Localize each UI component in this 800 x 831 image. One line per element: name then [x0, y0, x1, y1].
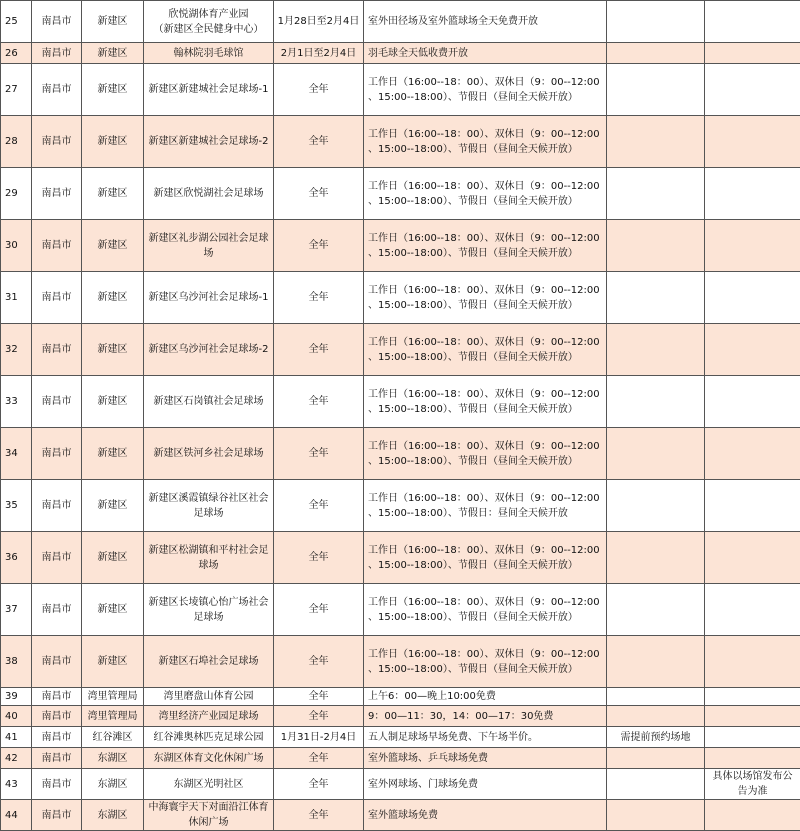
row-number: 39 [1, 688, 32, 706]
table-row [1, 116, 800, 168]
period-cell: 1月28日至2月4日 [274, 1, 364, 43]
period-cell: 全年 [274, 324, 364, 376]
venue-cell: 新建区石埠社会足球场 [144, 636, 274, 688]
note-cell [607, 480, 705, 532]
table-row [1, 272, 800, 324]
venue-cell: 新建区长堎镇心怡广场社会 足球场 [144, 584, 274, 636]
row-number: 30 [1, 220, 32, 272]
venue-cell: 欣悦湖体育产业园 （新建区全民健身中心） [144, 1, 274, 43]
row-number: 41 [1, 727, 32, 748]
note-cell: 需提前预约场地 [607, 727, 705, 748]
detail-cell: 室外篮球场免费 [364, 800, 607, 831]
district-cell: 新建区 [82, 168, 144, 220]
period-cell: 全年 [274, 220, 364, 272]
remark-cell [705, 220, 800, 272]
row-number: 35 [1, 480, 32, 532]
venue-cell: 东湖区光明社区 [144, 769, 274, 800]
remark-cell: 具体以场馆发布公告为准 [705, 769, 800, 800]
period-cell: 全年 [274, 116, 364, 168]
note-cell [607, 688, 705, 706]
district-cell: 东湖区 [82, 748, 144, 769]
note-cell [607, 800, 705, 831]
note-cell [607, 532, 705, 584]
city-cell: 南昌市 [32, 220, 82, 272]
venue-cell: 东湖区体育文化休闲广场 [144, 748, 274, 769]
city-cell: 南昌市 [32, 584, 82, 636]
table-row [1, 748, 800, 769]
row-number: 36 [1, 532, 32, 584]
district-cell: 东湖区 [82, 769, 144, 800]
city-cell: 南昌市 [32, 769, 82, 800]
district-cell: 新建区 [82, 272, 144, 324]
detail-cell: 工作日（16:00--18：00）、双休日（9：00--12:00 、15:00--18:00）、节假日（昼间全天候开放） [364, 636, 607, 688]
period-cell: 全年 [274, 748, 364, 769]
district-cell: 新建区 [82, 220, 144, 272]
period-cell: 全年 [274, 800, 364, 831]
remark-cell [705, 64, 800, 116]
remark-cell [705, 636, 800, 688]
detail-cell: 工作日（16:00--18：00）、双休日（9：00--12:00 、15:00--18:00）、节假日（昼间全天候开放） [364, 324, 607, 376]
detail-cell: 工作日（16:00--18：00）、双休日（9：00--12:00 、15:00--18:00）、节假日（昼间全天候开放） [364, 116, 607, 168]
remark-cell [705, 706, 800, 727]
remark-cell [705, 43, 800, 64]
district-cell: 新建区 [82, 584, 144, 636]
district-cell: 湾里管理局 [82, 688, 144, 706]
row-number: 37 [1, 584, 32, 636]
district-cell: 新建区 [82, 480, 144, 532]
detail-cell: 工作日（16:00--18：00）、双休日（9：00--12:00 、15:00--18:00）、节假日（昼间全天候开放） [364, 64, 607, 116]
venue-cell: 中海寰宇天下对面沿江体育 休闲广场 [144, 800, 274, 831]
detail-cell: 上午6：00—晚上10:00免费 [364, 688, 607, 706]
note-cell [607, 220, 705, 272]
city-cell: 南昌市 [32, 272, 82, 324]
district-cell: 红谷滩区 [82, 727, 144, 748]
detail-cell: 五人制足球场早场免费、下午场半价。 [364, 727, 607, 748]
table-row [1, 324, 800, 376]
venue-cell: 新建区新建城社会足球场-1 [144, 64, 274, 116]
city-cell: 南昌市 [32, 727, 82, 748]
district-cell: 新建区 [82, 376, 144, 428]
remark-cell [705, 532, 800, 584]
district-cell: 新建区 [82, 116, 144, 168]
period-cell: 全年 [274, 636, 364, 688]
venue-cell: 新建区溪霞镇绿谷社区社会 足球场 [144, 480, 274, 532]
city-cell: 南昌市 [32, 800, 82, 831]
note-cell [607, 168, 705, 220]
detail-cell: 室外篮球场、乒乓球场免费 [364, 748, 607, 769]
detail-cell: 工作日（16:00--18：00）、双休日（9：00--12:00 、15:00--18:00）、节假日（昼间全天候开放） [364, 168, 607, 220]
district-cell: 新建区 [82, 636, 144, 688]
period-cell: 全年 [274, 769, 364, 800]
table-row [1, 428, 800, 480]
venue-cell: 湾里磨盘山体育公园 [144, 688, 274, 706]
city-cell: 南昌市 [32, 748, 82, 769]
city-cell: 南昌市 [32, 636, 82, 688]
row-number: 40 [1, 706, 32, 727]
table-row [1, 168, 800, 220]
venue-cell: 新建区乌沙河社会足球场-2 [144, 324, 274, 376]
venue-cell: 新建区铁河乡社会足球场 [144, 428, 274, 480]
remark-cell [705, 584, 800, 636]
remark-cell [705, 272, 800, 324]
row-number: 25 [1, 1, 32, 43]
row-number: 33 [1, 376, 32, 428]
note-cell [607, 636, 705, 688]
table-row [1, 376, 800, 428]
venue-cell: 新建区欣悦湖社会足球场 [144, 168, 274, 220]
venue-cell: 新建区新建城社会足球场-2 [144, 116, 274, 168]
note-cell [607, 64, 705, 116]
row-number: 28 [1, 116, 32, 168]
detail-cell: 工作日（16:00--18：00）、双休日（9：00--12:00 、15:00--18:00）、节假日（昼间全天候开放） [364, 584, 607, 636]
table-row [1, 769, 800, 800]
period-cell: 全年 [274, 688, 364, 706]
district-cell: 新建区 [82, 532, 144, 584]
detail-cell: 室外网球场、门球场免费 [364, 769, 607, 800]
district-cell: 东湖区 [82, 800, 144, 831]
table-row [1, 800, 800, 831]
row-number: 44 [1, 800, 32, 831]
remark-cell [705, 376, 800, 428]
venue-cell: 翰林院羽毛球馆 [144, 43, 274, 64]
detail-cell: 羽毛球全天低收费开放 [364, 43, 607, 64]
period-cell: 全年 [274, 428, 364, 480]
note-cell [607, 1, 705, 43]
row-number: 43 [1, 769, 32, 800]
period-cell: 全年 [274, 532, 364, 584]
remark-cell [705, 324, 800, 376]
note-cell [607, 116, 705, 168]
table-row [1, 1, 800, 43]
note-cell [607, 584, 705, 636]
note-cell [607, 324, 705, 376]
district-cell: 新建区 [82, 43, 144, 64]
remark-cell [705, 168, 800, 220]
table-row [1, 688, 800, 706]
note-cell [607, 376, 705, 428]
detail-cell: 工作日（16:00--18：00）、双休日（9：00--12:00 、15:00--18:00）、节假日（昼间全天候开放） [364, 428, 607, 480]
detail-cell: 工作日（16:00--18：00）、双休日（9：00--12:00 、15:00--18:00）、节假日（昼间全天候开放） [364, 220, 607, 272]
period-cell: 2月1日至2月4日 [274, 43, 364, 64]
remark-cell [705, 727, 800, 748]
district-cell: 新建区 [82, 324, 144, 376]
detail-cell: 工作日（16:00--18：00）、双休日（9：00--12:00 、15:00--18:00）、节假日（昼间全天候开放） [364, 532, 607, 584]
table-row [1, 532, 800, 584]
city-cell: 南昌市 [32, 64, 82, 116]
venue-cell: 新建区礼步湖公园社会足球 场 [144, 220, 274, 272]
remark-cell [705, 688, 800, 706]
detail-cell: 9：00—11：30，14：00—17：30免费 [364, 706, 607, 727]
city-cell: 南昌市 [32, 706, 82, 727]
city-cell: 南昌市 [32, 376, 82, 428]
venue-cell: 红谷滩奥林匹克足球公园 [144, 727, 274, 748]
remark-cell [705, 1, 800, 43]
period-cell: 全年 [274, 272, 364, 324]
row-number: 38 [1, 636, 32, 688]
venue-cell: 新建区松湖镇和平村社会足 球场 [144, 532, 274, 584]
period-cell: 全年 [274, 706, 364, 727]
note-cell [607, 43, 705, 64]
period-cell: 全年 [274, 584, 364, 636]
period-cell: 全年 [274, 376, 364, 428]
table-row [1, 43, 800, 64]
table-row [1, 706, 800, 727]
city-cell: 南昌市 [32, 116, 82, 168]
table-row [1, 584, 800, 636]
city-cell: 南昌市 [32, 688, 82, 706]
venue-cell: 新建区乌沙河社会足球场-1 [144, 272, 274, 324]
district-cell: 湾里管理局 [82, 706, 144, 727]
table-row [1, 220, 800, 272]
remark-cell [705, 748, 800, 769]
detail-cell: 工作日（16:00--18：00）、双休日（9：00--12:00 、15:00--18:00）、节假日：昼间全天候开放 [364, 480, 607, 532]
note-cell [607, 769, 705, 800]
note-cell [607, 748, 705, 769]
table-row [1, 64, 800, 116]
table-row [1, 727, 800, 748]
period-cell: 全年 [274, 480, 364, 532]
district-cell: 新建区 [82, 64, 144, 116]
note-cell [607, 428, 705, 480]
district-cell: 新建区 [82, 1, 144, 43]
city-cell: 南昌市 [32, 43, 82, 64]
period-cell: 全年 [274, 168, 364, 220]
detail-cell: 工作日（16:00--18：00）、双休日（9：00--12:00 、15:00--18:00）、节假日（昼间全天候开放） [364, 376, 607, 428]
city-cell: 南昌市 [32, 480, 82, 532]
row-number: 26 [1, 43, 32, 64]
city-cell: 南昌市 [32, 168, 82, 220]
note-cell [607, 706, 705, 727]
row-number: 34 [1, 428, 32, 480]
period-cell: 全年 [274, 64, 364, 116]
row-number: 27 [1, 64, 32, 116]
table-row [1, 636, 800, 688]
row-number: 42 [1, 748, 32, 769]
row-number: 32 [1, 324, 32, 376]
remark-cell [705, 428, 800, 480]
venue-cell: 湾里经济产业园足球场 [144, 706, 274, 727]
remark-cell [705, 116, 800, 168]
row-number: 31 [1, 272, 32, 324]
district-cell: 新建区 [82, 428, 144, 480]
city-cell: 南昌市 [32, 324, 82, 376]
note-cell [607, 272, 705, 324]
venue-cell: 新建区石岗镇社会足球场 [144, 376, 274, 428]
city-cell: 南昌市 [32, 428, 82, 480]
table-row [1, 480, 800, 532]
remark-cell [705, 480, 800, 532]
city-cell: 南昌市 [32, 1, 82, 43]
city-cell: 南昌市 [32, 532, 82, 584]
detail-cell: 室外田径场及室外篮球场全天免费开放 [364, 1, 607, 43]
detail-cell: 工作日（16:00--18：00）、双休日（9：00--12:00 、15:00--18:00）、节假日（昼间全天候开放） [364, 272, 607, 324]
row-number: 29 [1, 168, 32, 220]
period-cell: 1月31日-2月4日 [274, 727, 364, 748]
remark-cell [705, 800, 800, 831]
